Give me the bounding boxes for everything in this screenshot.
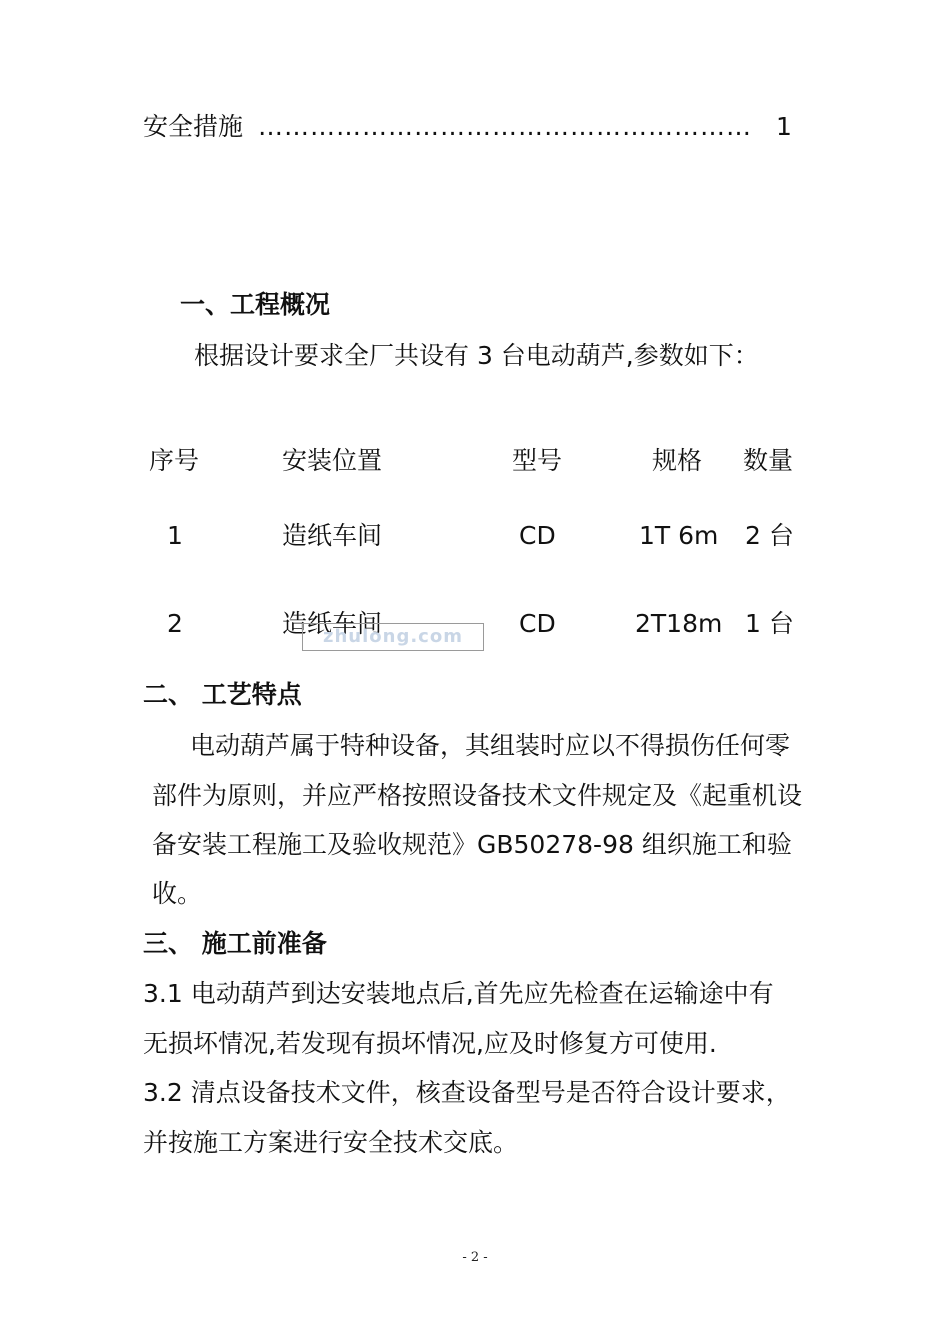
section-2-heading: 二、 工艺特点 — [143, 680, 302, 709]
table-cell-model: CD — [519, 609, 556, 638]
table-header-model: 型号 — [512, 446, 563, 475]
table-header-spec: 规格 — [652, 446, 703, 475]
section-3-line: 3.2 清点设备技术文件，核查设备型号是否符合设计要求， — [143, 1078, 791, 1107]
toc-entry-title: 安全措施 — [143, 112, 244, 141]
section-2-line: 部件为原则，并应严格按照设备技术文件规定及《起重机设 — [152, 781, 803, 810]
table-header-index: 序号 — [149, 446, 200, 475]
table-cell-quantity: 2 台 — [745, 521, 794, 550]
toc-leader-dots: ………………………………………………… — [258, 112, 752, 141]
section-3-heading: 三、 施工前准备 — [143, 929, 327, 958]
table-header-quantity: 数量 — [743, 446, 794, 475]
section-3-line: 3.1 电动葫芦到达安装地点后,首先应先检查在运输途中有 — [143, 979, 774, 1008]
table-cell-index: 1 — [167, 521, 183, 550]
table-cell-model: CD — [519, 521, 556, 550]
table-cell-quantity: 1 台 — [745, 609, 794, 638]
section-3-line: 并按施工方案进行安全技术交底。 — [143, 1128, 519, 1157]
watermark-stamp: zhulong.com — [302, 623, 484, 651]
section-2-line: 电动葫芦属于特种设备，其组装时应以不得损伤任何零 — [190, 731, 791, 760]
toc-entry-page: 1 — [776, 112, 792, 141]
table-cell-spec: 1T 6m — [639, 521, 719, 550]
table-cell-spec: 2T18m — [635, 609, 723, 638]
table-cell-location: 造纸车间 — [282, 609, 383, 638]
section-2-line: 备安装工程施工及验收规范》GB50278-98 组织施工和验 — [152, 830, 792, 859]
section-1-heading: 一、工程概况 — [180, 290, 331, 319]
page-number: - 2 - — [462, 1250, 488, 1265]
table-header-location: 安装位置 — [282, 446, 383, 475]
table-cell-index: 2 — [167, 609, 183, 638]
table-cell-location: 造纸车间 — [282, 521, 383, 550]
section-1-intro: 根据设计要求全厂共设有 3 台电动葫芦,参数如下： — [194, 341, 759, 370]
section-3-line: 无损坏情况,若发现有损坏情况,应及时修复方可使用. — [143, 1029, 717, 1058]
section-2-line: 收。 — [152, 879, 203, 908]
